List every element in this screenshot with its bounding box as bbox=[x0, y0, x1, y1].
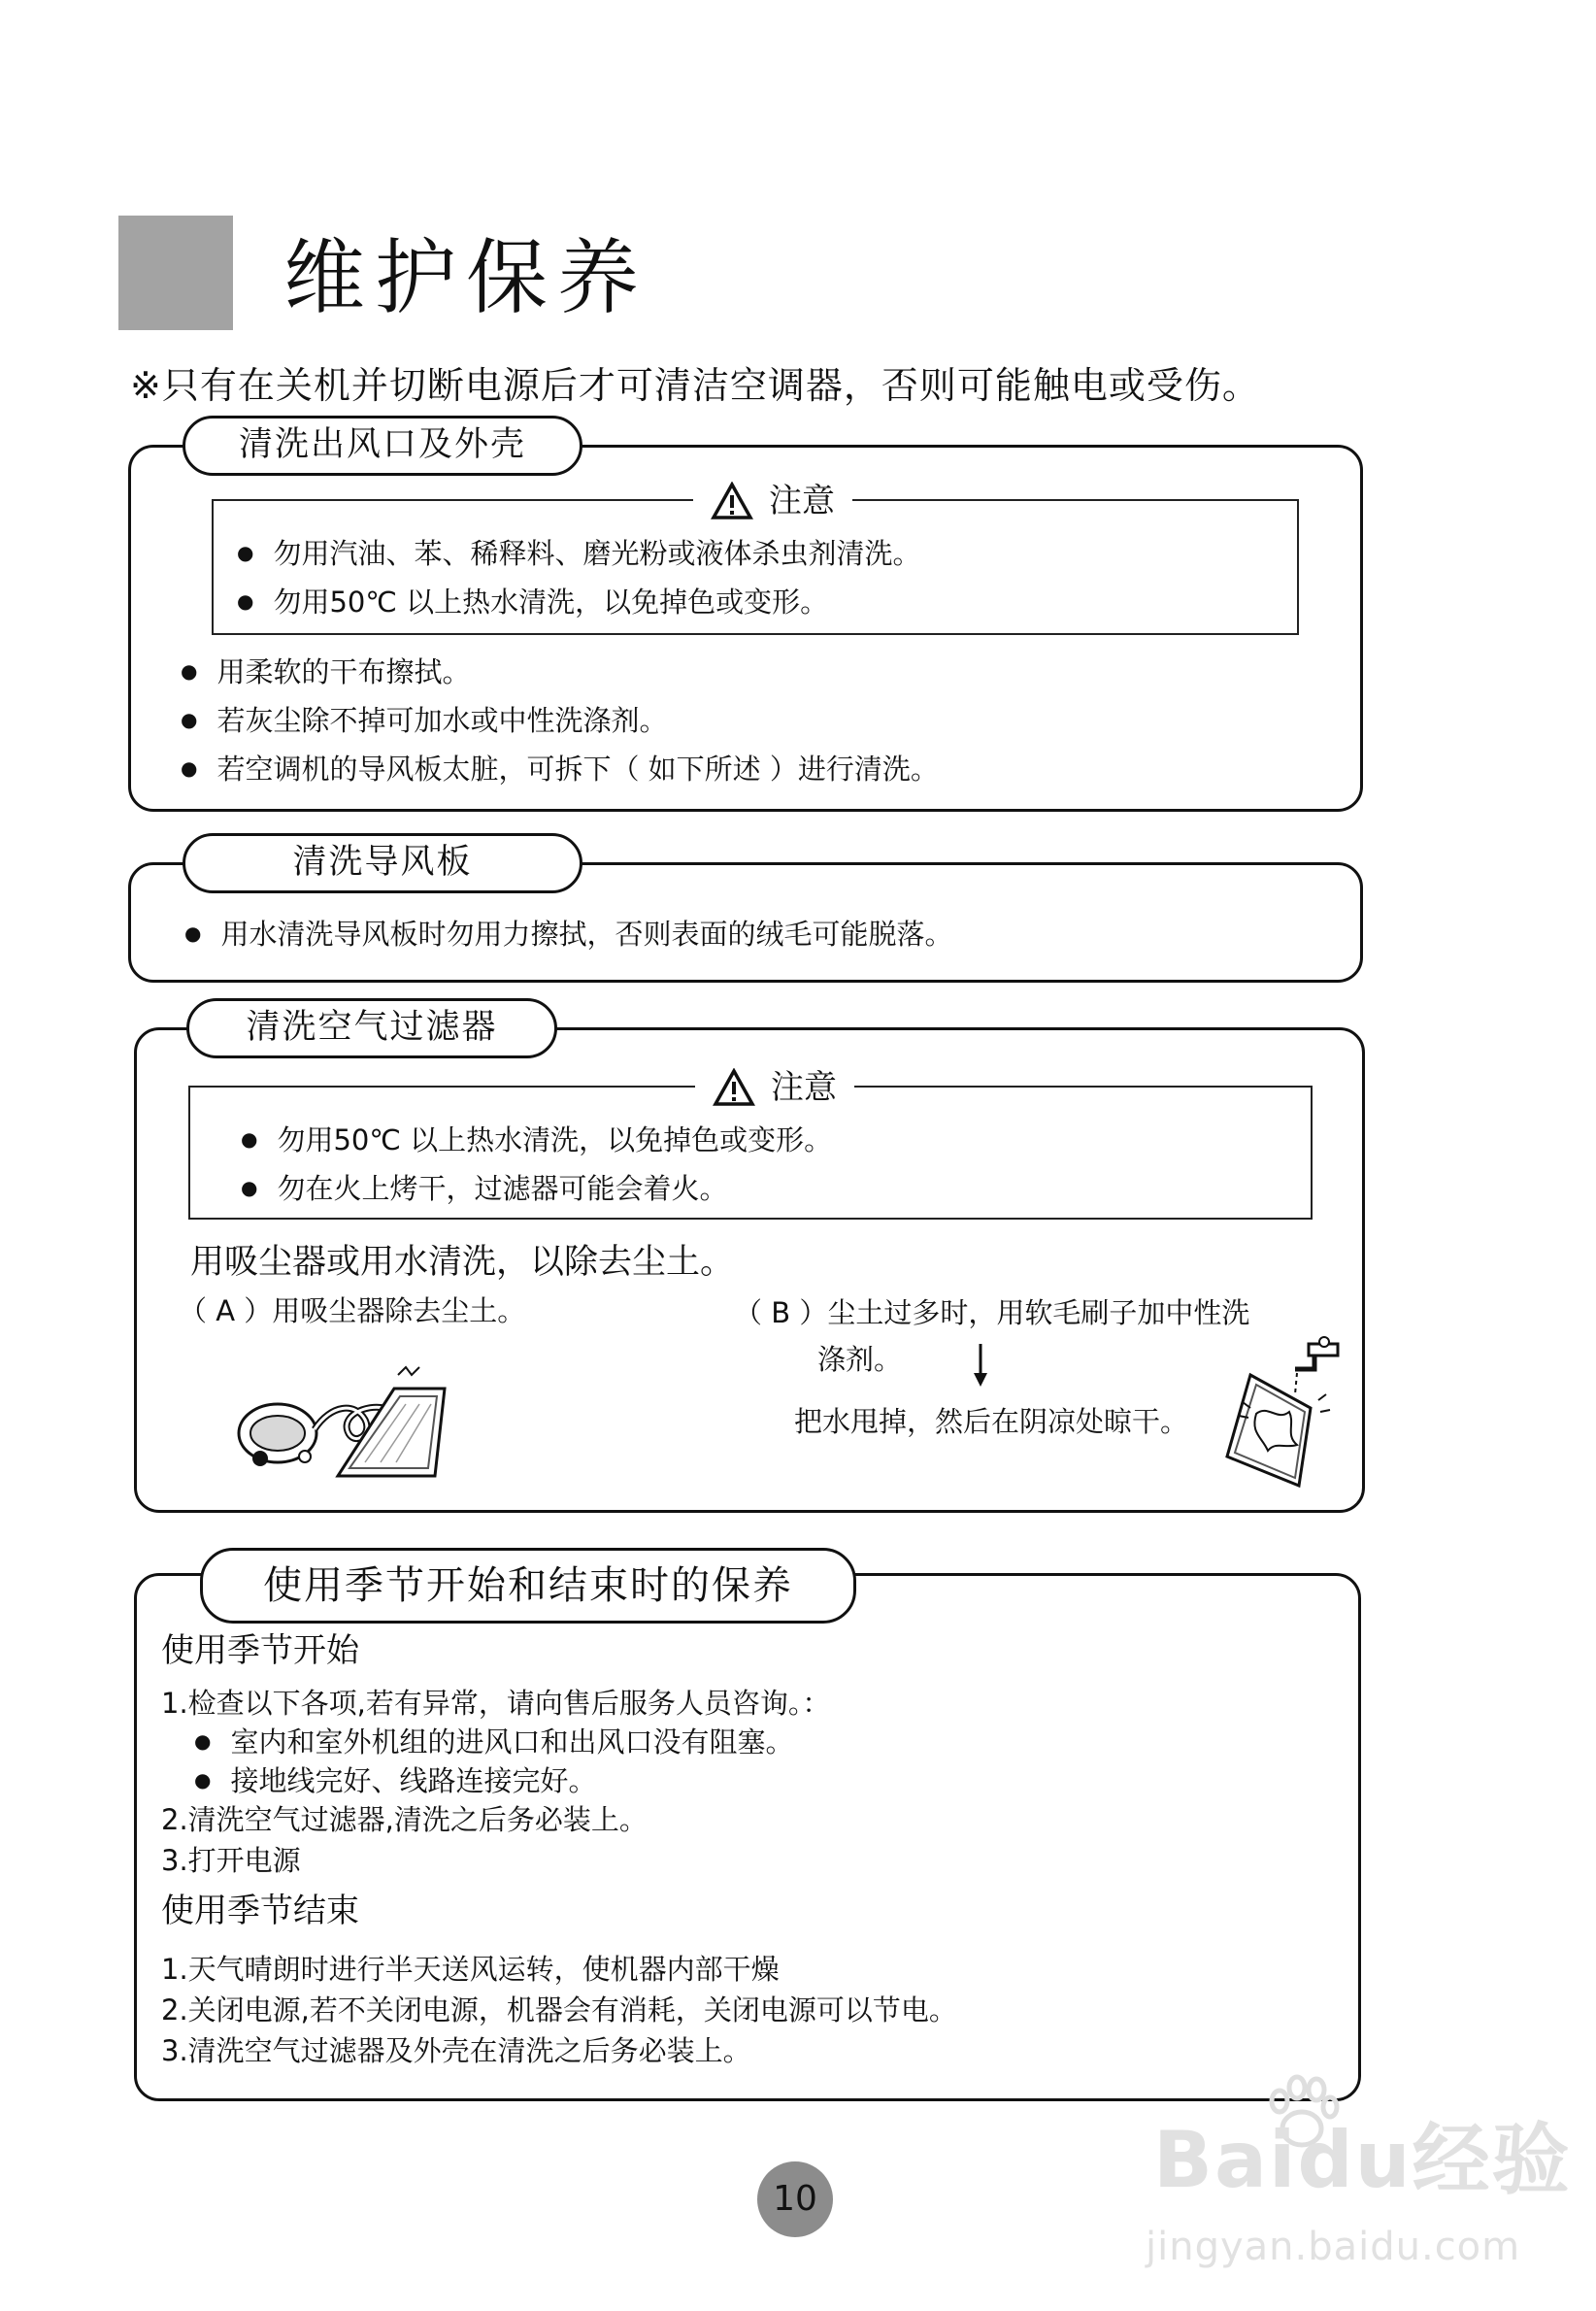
caution-header bbox=[695, 1066, 854, 1109]
caution-item: ● 勿用50℃ 以上热水清洗，以免掉色或变形。 bbox=[241, 1121, 832, 1162]
method-a-text: （ A ）用吸尘器除去尘土。 bbox=[179, 1294, 526, 1327]
season-start-item: 3.打开电源 bbox=[161, 1844, 301, 1877]
season-start-bullet: ● 室内和室外机组的进风口和出风口没有阻塞。 bbox=[194, 1723, 793, 1764]
method-b-text-cont: 涤剂。 bbox=[817, 1343, 903, 1376]
water-washing-illustration bbox=[1217, 1336, 1353, 1495]
section-tab-outlet: 清洗出风口及外壳 bbox=[183, 416, 582, 476]
caution-item: ● 勿用50℃ 以上热水清洗，以免掉色或变形。 bbox=[237, 583, 828, 624]
caution-label: 注意 bbox=[771, 1068, 837, 1107]
season-end-item: 3.清洗空气过滤器及外壳在清洗之后务必装上。 bbox=[161, 2034, 751, 2067]
season-start-bullet: ● 接地线完好、线路连接完好。 bbox=[194, 1761, 596, 1803]
list-item: ● 用水清洗导风板时勿用力擦拭，否则表面的绒毛可能脱落。 bbox=[184, 915, 952, 956]
list-item: ● 用柔软的干布擦拭。 bbox=[181, 653, 470, 694]
page-title: 维护保养 bbox=[283, 230, 649, 325]
safety-warning: ※只有在关机并切断电源后才可清洁空调器，否则可能触电或受伤。 bbox=[130, 364, 1260, 407]
season-start-item: 2.清洗空气过滤器,清洗之后务必装上。 bbox=[161, 1803, 648, 1836]
section-tab-seasonal: 使用季节开始和结束时的保养 bbox=[200, 1548, 856, 1624]
section-tab-filter: 清洗空气过滤器 bbox=[186, 998, 557, 1058]
filter-method-heading: 用吸尘器或用水清洗，以除去尘土。 bbox=[190, 1243, 735, 1282]
caution-header bbox=[693, 480, 852, 522]
season-end-heading: 使用季节结束 bbox=[161, 1892, 359, 1930]
season-start-item: 1.检查以下各项,若有异常，请向售后服务人员咨询。： bbox=[161, 1687, 831, 1720]
method-b-dry-text: 把水甩掉，然后在阴凉处晾干。 bbox=[794, 1405, 1189, 1438]
list-item: ● 若灰尘除不掉可加水或中性洗涤剂。 bbox=[181, 701, 667, 743]
warning-triangle-icon bbox=[711, 482, 753, 520]
list-item: ● 若空调机的导风板太脏，可拆下（ 如下所述 ）进行清洗。 bbox=[181, 750, 939, 791]
watermark-url: jingyan.baidu.com bbox=[1146, 2225, 1521, 2269]
vacuum-cleaner-illustration bbox=[229, 1346, 458, 1484]
page-number: 10 bbox=[757, 2161, 833, 2237]
down-arrow-icon bbox=[971, 1344, 990, 1392]
season-end-item: 2.关闭电源,若不关闭电源，机器会有消耗，关闭电源可以节电。 bbox=[161, 1993, 957, 2026]
watermark-brand: Baidu经验 bbox=[1153, 2115, 1572, 2205]
caution-label: 注意 bbox=[769, 482, 835, 520]
method-b-text: （ B ）尘土过多时，用软毛刷子加中性洗 bbox=[734, 1296, 1250, 1329]
season-end-item: 1.天气晴朗时进行半天送风运转，使机器内部干燥 bbox=[161, 1953, 780, 1986]
section-tab-deflector: 清洗导风板 bbox=[183, 833, 582, 893]
caution-item: ● 勿在火上烤干，过滤器可能会着火。 bbox=[241, 1169, 727, 1211]
season-start-heading: 使用季节开始 bbox=[161, 1631, 359, 1670]
title-square bbox=[118, 216, 233, 330]
caution-item: ● 勿用汽油、苯、稀释料、磨光粉或液体杀虫剂清洗。 bbox=[237, 534, 920, 576]
warning-triangle-icon bbox=[713, 1068, 755, 1107]
